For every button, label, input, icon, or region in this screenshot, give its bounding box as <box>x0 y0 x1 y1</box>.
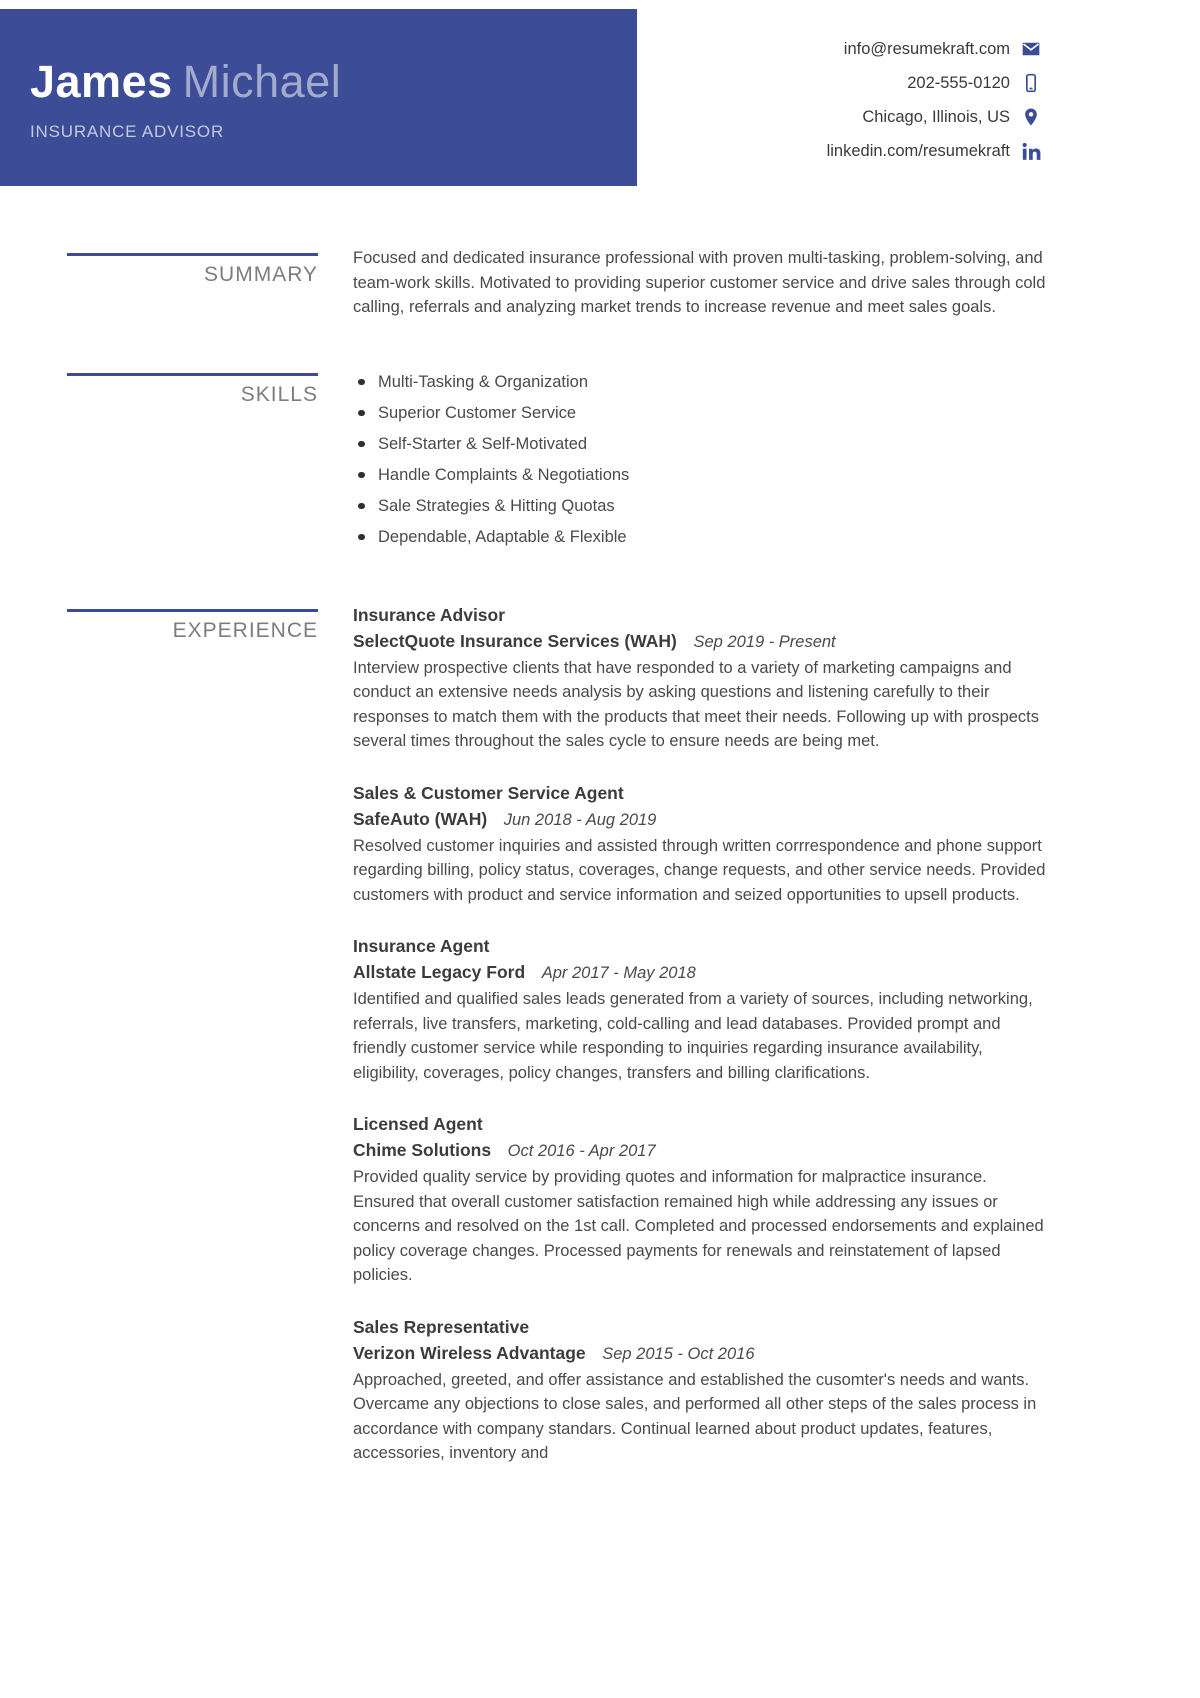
experience-label: EXPERIENCE <box>172 618 318 642</box>
job-dates: Apr 2017 - May 2018 <box>541 964 696 982</box>
job-entry <box>353 1111 1050 1288</box>
skill-item: Sale Strategies & Hitting Quotas <box>353 494 1050 519</box>
contact-email: info@resumekraft.com <box>843 39 1010 58</box>
summary-label: SUMMARY <box>204 263 318 286</box>
job-meta <box>353 628 1050 655</box>
name-banner <box>0 9 637 186</box>
skill-item: Dependable, Adaptable & Flexible <box>353 525 1050 550</box>
job-company: Chime Solutions <box>353 1140 492 1160</box>
skills-list <box>353 370 1050 550</box>
contact-email-row <box>827 38 1042 60</box>
skill-item: Superior Customer Service <box>353 401 1050 426</box>
job-entry <box>353 933 1050 1085</box>
job-description: Resolved customer inquiries and assisted through written corrrespondence and phone support regarding billing, policy status, coverages, change requests, and other service needs. Provided customers with product and service information and seized opportunities to upsell products. <box>353 836 1046 904</box>
job-dates: Sep 2019 - Present <box>693 632 836 651</box>
job-dates: Oct 2016 - Apr 2017 <box>507 1142 656 1160</box>
skill-item: Self-Starter & Self-Motivated <box>353 432 1050 457</box>
job-entry <box>353 602 1050 754</box>
job-meta <box>353 959 1050 986</box>
contact-linkedin-row <box>827 140 1042 162</box>
resume-body <box>0 196 1200 1526</box>
job-dates: Sep 2015 - Oct 2016 <box>602 1344 755 1363</box>
skills-label: SKILLS <box>240 382 318 406</box>
job-entry <box>353 1314 1050 1466</box>
job-entry <box>353 780 1050 908</box>
job-title: Licensed Agent <box>353 1114 483 1134</box>
job-description: Identified and qualified sales leads generated from a variety of sources, including networking, referrals, live transfers, marketing, cold-calling and lead databases. Provided prompt and friendly customer service while responding to inquiries regarding insurance availability, eligibility, coverages, policy changes, transfers and billing clarifications. <box>353 990 1033 1082</box>
job-company: Verizon Wireless Advantage <box>353 1342 586 1363</box>
contact-location-row <box>827 106 1042 128</box>
contact-linkedin: linkedin.com/resumekraft <box>826 141 1010 160</box>
job-title: Insurance Agent <box>353 936 490 956</box>
summary-section <box>67 246 1050 320</box>
job-dates: Jun 2018 - Aug 2019 <box>503 810 657 829</box>
section-rule <box>67 373 318 376</box>
phone-icon <box>1020 72 1042 94</box>
last-name: Michael <box>182 56 342 107</box>
contact-block <box>827 38 1042 174</box>
email-icon <box>1020 38 1042 60</box>
candidate-name <box>30 56 617 107</box>
job-title: Sales & Customer Service Agent <box>353 782 624 803</box>
skills-section <box>67 366 1050 556</box>
job-company: SafeAuto (WAH) <box>353 808 488 829</box>
job-role: INSURANCE ADVISOR <box>30 122 225 141</box>
location-pin-icon <box>1020 106 1042 128</box>
job-meta <box>353 1340 1050 1367</box>
job-description: Interview prospective clients that have responded to a variety of marketing campaigns and conduct an extensive needs analysis by asking questions and listening carefully to their responses to match them with the products that meet their needs. Following up with prospects several times throughout the sales cycle to ensure needs are being met. <box>353 658 1040 750</box>
summary-text: Focused and dedicated insurance professional with proven multi-tasking, problem-solving, and team-work skills. Motivated to providing superior customer service and drive sales through cold calling, referrals and analyzing market trends to increase revenue and meet sales goals. <box>353 249 1046 316</box>
contact-phone-row <box>827 72 1042 94</box>
experience-side <box>67 602 318 1466</box>
job-title: Insurance Advisor <box>353 604 506 625</box>
resume-header <box>0 0 1200 196</box>
job-description: Approached, greeted, and offer assistance and established the cusomter's needs and wants. Overcame any objections to close sales, and performed all other steps of the sales process in accordance with company standars. Continual learned about product updates, features, accessories, inventory and <box>353 1370 1037 1462</box>
job-title: Sales Representative <box>353 1316 530 1337</box>
contact-phone: 202-555-0120 <box>907 73 1010 92</box>
skills-side <box>67 366 318 556</box>
job-description: Provided quality service by providing quotes and information for malpractice insurance. Ensured that overall customer satisfaction remained high while addressing any issues or concerns and resolved on the 1st call. Completed and processed endorsements and explained policy coverage changes. Processed payments for renewals and reinstatement of lapsed policies. <box>353 1168 1044 1284</box>
job-meta <box>353 806 1050 833</box>
linkedin-icon <box>1020 140 1042 162</box>
skill-item: Multi-Tasking & Organization <box>353 370 1050 395</box>
experience-content <box>353 602 1050 1466</box>
skills-content <box>353 366 1050 556</box>
experience-section <box>67 602 1050 1466</box>
job-meta <box>353 1137 1050 1164</box>
first-name: James <box>30 56 173 107</box>
summary-side <box>67 246 318 320</box>
job-company: Allstate Legacy Ford <box>353 962 526 982</box>
job-company: SelectQuote Insurance Services (WAH) <box>353 630 677 651</box>
skill-item: Handle Complaints & Negotiations <box>353 463 1050 488</box>
contact-location: Chicago, Illinois, US <box>862 107 1010 126</box>
section-rule <box>67 253 318 256</box>
section-rule <box>67 609 318 612</box>
